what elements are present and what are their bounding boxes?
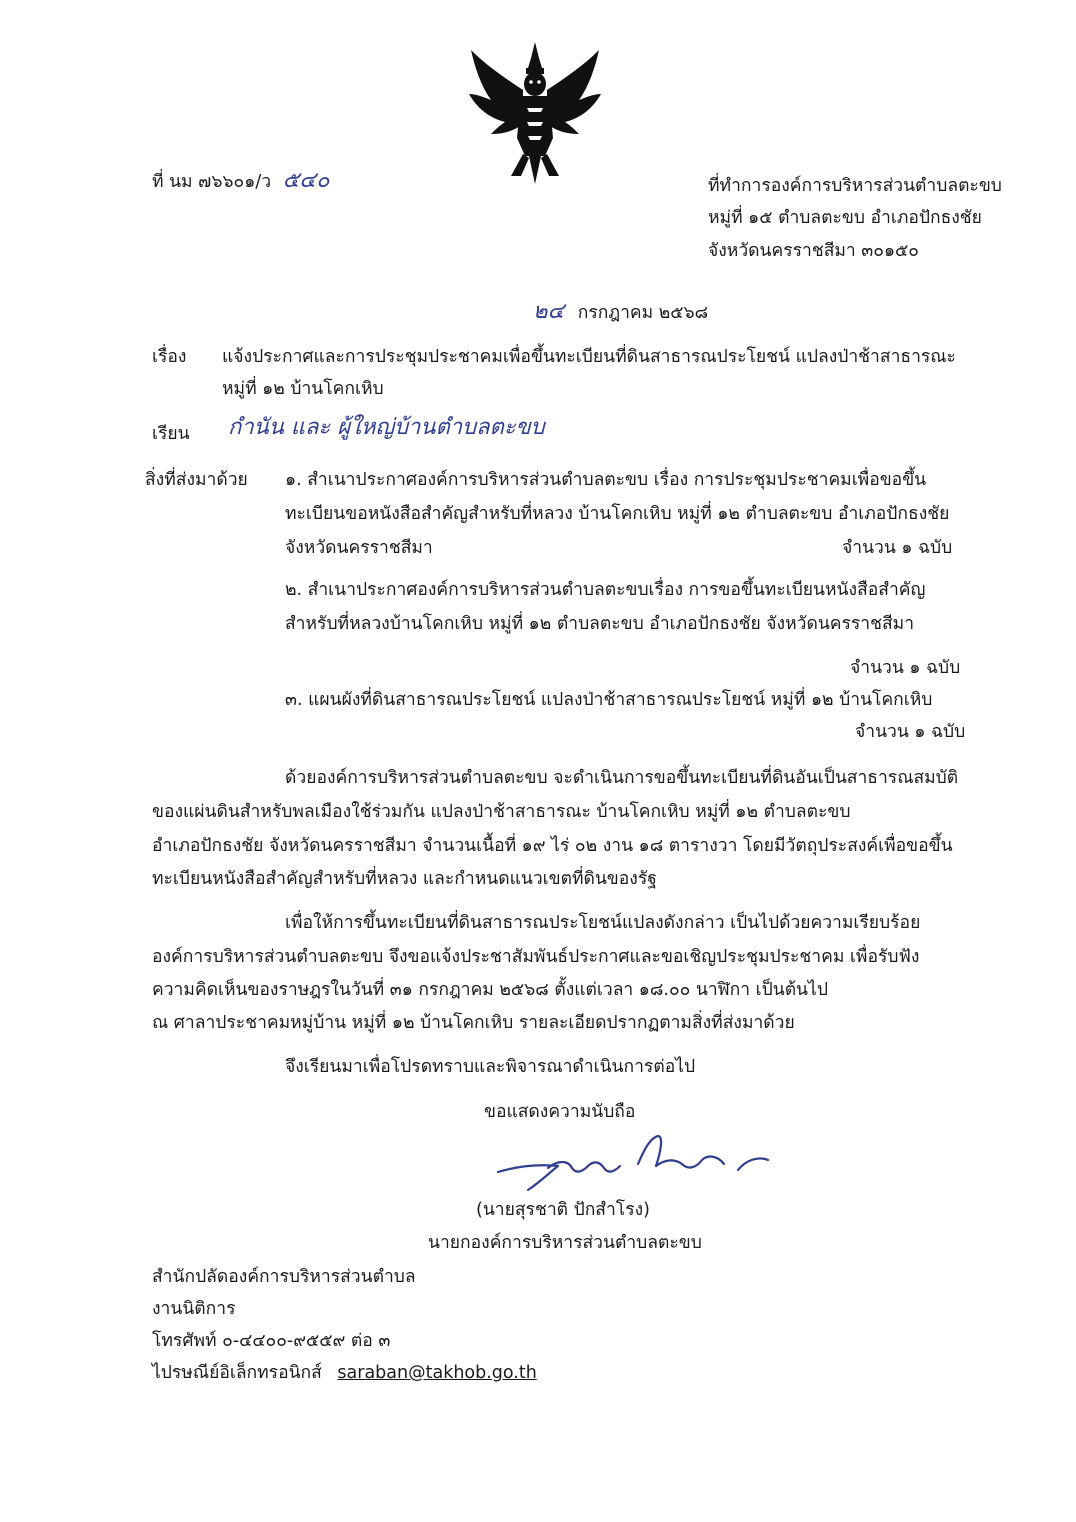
closing-salutation: ขอแสดงความนับถือ <box>484 1102 636 1122</box>
paragraph-1-line-1: ด้วยองค์การบริหารส่วนตำบลตะขบ จะดำเนินการขอขึ้นทะเบียนที่ดินอันเป็นสาธารณสมบัติ <box>285 768 959 788</box>
office-address-line-2: หมู่ที่ ๑๕ ตำบลตะขบ อำเภอปักธงชัย <box>708 208 982 228</box>
recipient-handwritten: กำนัน และ ผู้ใหญ่บ้านตำบลตะขบ <box>228 415 545 440</box>
enclosure-3-line-1: ๓. แผนผังที่ดินสาธารณประโยชน์ แปลงป่าช้าสาธารณประโยชน์ หมู่ที่ ๑๒ บ้านโคกเหิบ <box>285 690 933 710</box>
letter-date <box>533 300 708 325</box>
footer-office: สำนักปลัดองค์การบริหารส่วนตำบล <box>152 1267 416 1287</box>
enclosure-1-line-3: จังหวัดนครราชสีมา <box>285 538 433 558</box>
office-address-line-1: ที่ทำการองค์การบริหารส่วนตำบลตะขบ <box>708 176 1002 196</box>
footer-section: งานนิติการ <box>152 1299 236 1319</box>
paragraph-1-line-4: ทะเบียนหนังสือสำคัญสำหรับที่หลวง และกำหนดแนวเขตที่ดินของรัฐ <box>152 869 657 889</box>
garuda-emblem-icon <box>465 38 605 188</box>
reference-prefix: ที่ นม ๗๖๖๐๑/ว <box>152 172 272 192</box>
enclosures-label: สิ่งที่ส่งมาด้วย <box>145 470 248 490</box>
paragraph-1-line-2: ของแผ่นดินสำหรับพลเมืองใช้ร่วมกัน แปลงป่าช้าสาธารณะ บ้านโคกเหิบ หมู่ที่ ๑๒ ตำบลตะขบ <box>152 802 851 822</box>
paragraph-2-line-2: องค์การบริหารส่วนตำบลตะขบ จึงขอแจ้งประชาสัมพันธ์ประกาศและขอเชิญประชุมประชาคม เพื่อรับฟัง <box>152 947 920 967</box>
subject-line-2: หมู่ที่ ๑๒ บ้านโคกเหิบ <box>222 379 384 399</box>
footer-phone: โทรศัพท์ ๐-๔๔๐๐-๙๕๕๙ ต่อ ๓ <box>152 1331 391 1351</box>
recipient-label: เรียน <box>152 424 190 444</box>
signer-name: (นายสุรชาติ ปักสำโรง) <box>476 1200 650 1220</box>
date-day-handwritten: ๒๔ <box>533 299 565 324</box>
paragraph-2-line-4: ณ ศาลาประชาคมหมู่บ้าน หมู่ที่ ๑๒ บ้านโคกเหิบ รายละเอียดปรากฏตามสิ่งที่ส่งมาด้วย <box>152 1013 795 1033</box>
reference-number <box>152 169 329 194</box>
handwritten-signature <box>488 1130 788 1200</box>
office-address-line-3: จังหวัดนครราชสีมา ๓๐๑๕๐ <box>708 241 919 261</box>
enclosure-2-quantity: จำนวน ๑ ฉบับ <box>850 658 961 678</box>
footer-email-link[interactable]: saraban@takhob.go.th <box>337 1363 537 1383</box>
enclosure-1-quantity: จำนวน ๑ ฉบับ <box>842 538 953 558</box>
subject-label: เรื่อง <box>152 347 187 367</box>
paragraph-2-line-3: ความคิดเห็นของราษฎรในวันที่ ๓๑ กรกฎาคม ๒๕๖๘ ตั้งแต่เวลา ๑๘.๐๐ นาฬิกา เป็นต้นไป <box>152 980 828 1000</box>
enclosure-3-quantity: จำนวน ๑ ฉบับ <box>855 722 966 742</box>
enclosure-1-line-1: ๑. สำเนาประกาศองค์การบริหารส่วนตำบลตะขบ เรื่อง การประชุมประชาคมเพื่อขอขึ้น <box>285 470 927 490</box>
paragraph-1-line-3: อำเภอปักธงชัย จังหวัดนครราชสีมา จำนวนเนื้อที่ ๑๙ ไร่ ๐๒ งาน ๑๘ ตารางวา โดยมีวัตถุประสงค์เพื่อขอขึ้น <box>152 836 953 856</box>
paragraph-2-line-1: เพื่อให้การขึ้นทะเบียนที่ดินสาธารณประโยชน์แปลงดังกล่าว เป็นไปด้วยความเรียบร้อย <box>285 913 921 933</box>
paragraph-3: จึงเรียนมาเพื่อโปรดทราบและพิจารณาดำเนินการต่อไป <box>285 1057 696 1077</box>
subject-line-1: แจ้งประกาศและการประชุมประชาคมเพื่อขึ้นทะเบียนที่ดินสาธารณประโยชน์ แปลงป่าช้าสาธารณะ <box>222 347 956 367</box>
signer-title: นายกองค์การบริหารส่วนตำบลตะขบ <box>428 1233 702 1253</box>
footer-email-label: ไปรษณีย์อิเล็กทรอนิกส์ <box>152 1363 322 1383</box>
date-month-year: กรกฎาคม ๒๕๖๘ <box>577 303 709 323</box>
enclosure-2-line-2: สำหรับที่หลวงบ้านโคกเหิบ หมู่ที่ ๑๒ ตำบลตะขบ อำเภอปักธงชัย จังหวัดนครราชสีมา <box>285 614 915 634</box>
footer-email-line <box>152 1361 537 1385</box>
reference-handwritten-number: ๕๔๐ <box>282 168 330 193</box>
enclosure-2-line-1: ๒. สำเนาประกาศองค์การบริหารส่วนตำบลตะขบเรื่อง การขอขึ้นทะเบียนหนังสือสำคัญ <box>285 580 926 600</box>
enclosure-1-line-2: ทะเบียนขอหนังสือสำคัญสำหรับที่หลวง บ้านโคกเหิบ หมู่ที่ ๑๒ ตำบลตะขบ อำเภอปักธงชัย <box>285 504 950 524</box>
